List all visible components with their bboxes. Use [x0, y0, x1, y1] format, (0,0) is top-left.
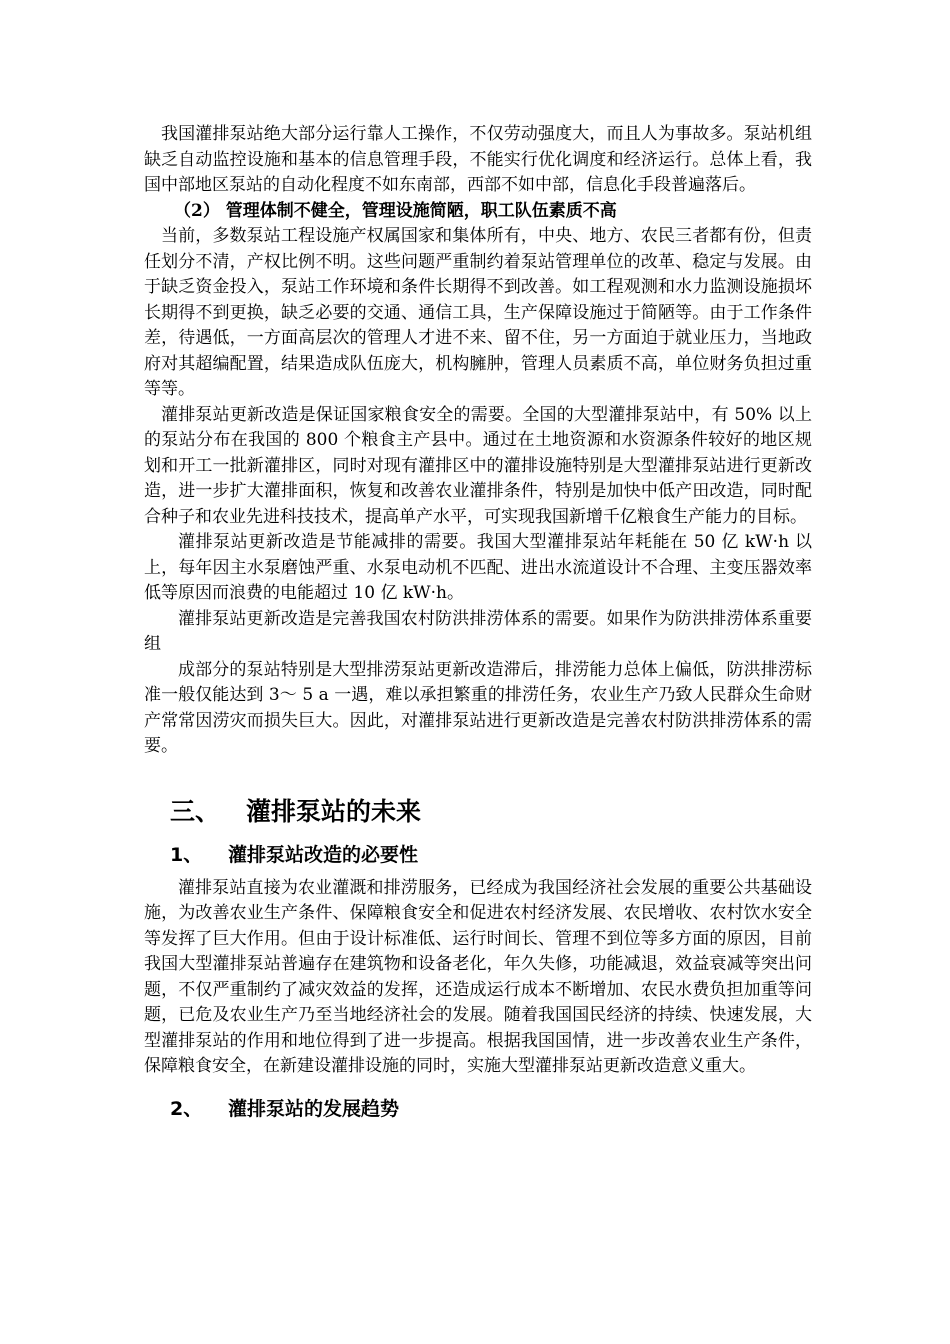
spacer: [144, 830, 812, 838]
subsection-heading-trends: [144, 1092, 812, 1124]
paragraph-necessity: 灌排泵站直接为农业灌溉和排涝服务，已经成为我国经济社会发展的重要公共基础设施，为改善农业生产条件、保障粮食安全和促进农村经济发展、农民增收、农村饮水安全等发挥了巨大作用。但由于设计标准低、运行时间长、管理不到位等多方面的原因，目前我国大型灌排泵站普遍存在建筑物和设备老化，年久失修，功能减退，效益衰减等突出问题，不仅严重制约了减灾效益的发挥，还造成运行成本不断增加、农民水费负担加重等问题，已危及农业生产乃至当地经济社会的发展。随着我国国民经济的持续、快速发展，大型灌排泵站的作用和地位得到了进一步提高。根据我国国情，进一步改善农业生产条件，保障粮食安全，在新建设灌排设施的同时，实施大型灌排泵站更新改造意义重大。: [144, 877, 812, 1076]
subheading-management: （2） 管理体制不健全，管理设施简陋，职工队伍素质不高: [174, 200, 617, 221]
paragraph-automation: 我国灌排泵站绝大部分运行靠人工操作，不仅劳动强度大，而且人为事故多。泵站机组缺乏自动监控设施和基本的信息管理手段，不能实行优化调度和经济运行。总体上看，我国中部地区泵站的自动化程度不如东南部，西部不如中部，信息化手段普遍落后。: [144, 124, 812, 195]
subsection-title: 灌排泵站改造的必要性: [228, 844, 419, 866]
subsection-number: 2、: [170, 1098, 203, 1120]
paragraph-flood-control-a: 灌排泵站更新改造是完善我国农村防洪排涝体系的需要。如果作为防洪排涝体系重要组: [144, 608, 812, 654]
section-number: 三、: [170, 796, 221, 826]
section-heading-future: [144, 790, 812, 830]
subsection-title: 灌排泵站的发展趋势: [228, 1098, 400, 1120]
subsection-number: 1、: [170, 844, 203, 866]
paragraph-energy-saving: 灌排泵站更新改造是节能减排的需要。我国大型灌排泵站年耗能在 50 亿 kW·h 以上，每年因主水泵磨蚀严重、水泵电动机不匹配、进出水流道设计不合理、主变压器效率低等原因而浪费的电能超过 10 亿 kW·h。: [144, 532, 812, 603]
paragraph-food-security: 灌排泵站更新改造是保证国家粮食安全的需要。全国的大型灌排泵站中，有 50% 以上的泵站分布在我国的 800 个粮食主产县中。通过在土地资源和水资源条件较好的地区规划和开工一批新灌排区，同时对现有灌排区中的灌排设施特别是大型灌排泵站进行更新改造，进一步扩大灌排面积，恢复和改善农业灌排条件，特别是加快中低产田改造，同时配合种子和农业先进科技技术，提高单产水平，可实现我国新增千亿粮食生产能力的目标。: [144, 404, 812, 527]
spacer: [144, 760, 812, 790]
spacer: [144, 1080, 812, 1092]
section-title: 灌排泵站的未来: [246, 796, 422, 826]
paragraph-flood-control-b: 成部分的泵站特别是大型排涝泵站更新改造滞后，排涝能力总体上偏低，防洪排涝标准一般仅能达到 3～ 5 a 一遇，难以承担繁重的排涝任务，农业生产乃致人民群众生命财产常常因涝灾而损失巨大。因此，对灌排泵站进行更新改造是完善农村防洪排涝体系的需要。: [144, 659, 812, 756]
document-page: [144, 122, 812, 1124]
paragraph-management: 当前，多数泵站工程设施产权属国家和集体所有，中央、地方、农民三者都有份，但责任划分不清，产权比例不明。这些问题严重制约着泵站管理单位的改革、稳定与发展。由于缺乏资金投入，泵站工作环境和条件长期得不到改善。如工程观测和水力监测设施损坏长期得不到更换，缺乏必要的交通、通信工具，生产保障设施过于简陋等。由于工作条件差，待遇低，一方面高层次的管理人才进不来、留不住，另一方面迫于就业压力，当地政府对其超编配置，结果造成队伍庞大，机构臃肿，管理人员素质不高，单位财务负担过重等等。: [144, 226, 812, 399]
subsection-heading-necessity: [144, 838, 812, 870]
